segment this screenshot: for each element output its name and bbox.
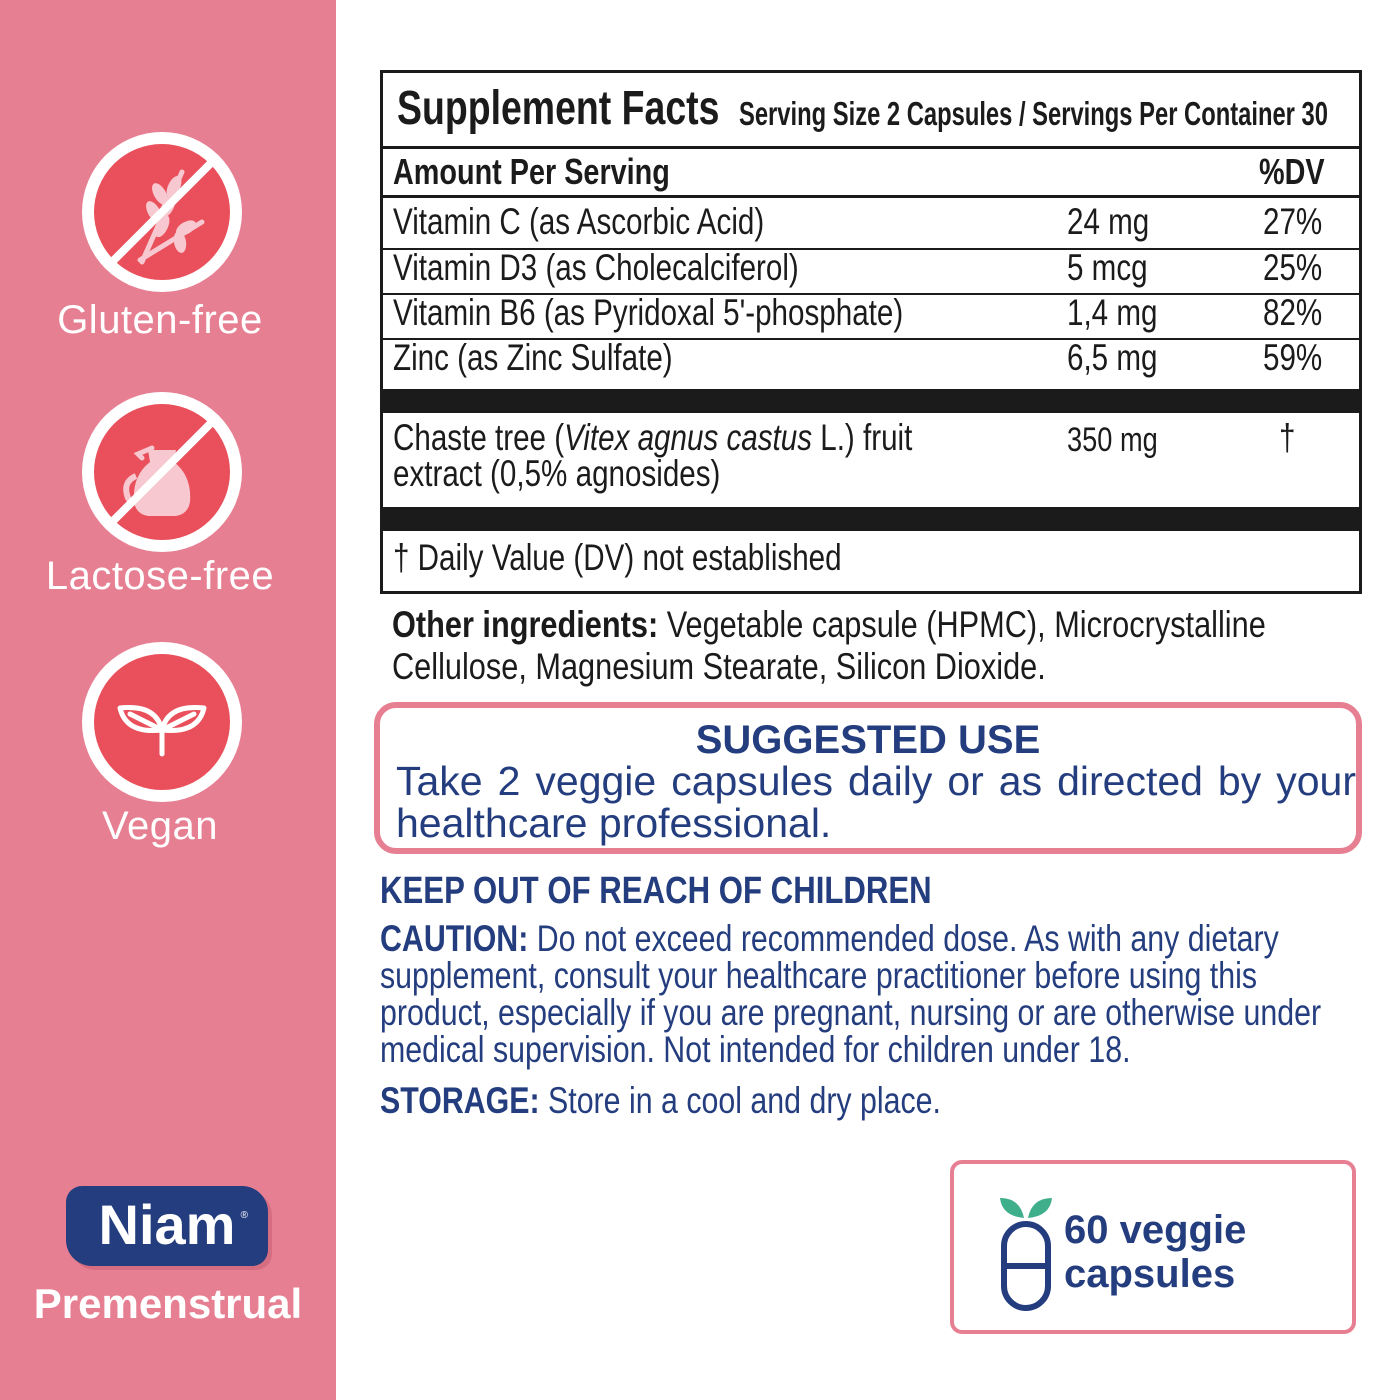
nutrient-amount: 24 mg [1067,201,1150,242]
extract-name-line2: extract (0,5% agnosides) [393,453,721,494]
brand-name: Niam [98,1193,236,1256]
leaf-sprout-icon [82,642,242,802]
registered-mark: ® [240,1210,248,1221]
brand-logo [66,1186,268,1266]
wheat-crossed-icon [82,132,242,292]
nutrient-dv: 59% [1263,337,1323,378]
milk-jug-crossed-icon [82,392,242,552]
nutrient-name: Vitamin B6 (as Pyridoxal 5'-phosphate) [393,292,904,333]
supplement-facts-table [380,70,1362,594]
caution-text: CAUTION: Do not exceed recommended dose. As with any dietary supplement, consult your healthcare practitioner before using this product, especially if you are pregnant, nursing or are otherwise under medical supervision. Not intended for children under 18. [380,918,1322,1070]
caution-label: CAUTION: [380,918,529,959]
nutrient-amount: 6,5 mg [1067,337,1158,378]
nutrient-dv: 27% [1263,201,1323,242]
lactose-free-label: Lactose-free [45,554,275,598]
other-ingredients-label: Other ingredients: [392,604,659,645]
serving-info: Serving Size 2 Capsules / Servings Per Container 30 [739,95,1328,132]
product-name: Premenstrual [33,1280,303,1327]
divider [383,146,1359,149]
facts-title: Supplement Facts [397,82,720,135]
thick-divider [383,389,1359,413]
nutrient-amount: 5 mcg [1067,247,1148,288]
vegan-label: Vegan [102,804,218,848]
thick-divider [383,507,1359,531]
nutrient-amount: 1,4 mg [1067,292,1158,333]
capsule-count-box [950,1160,1356,1334]
keep-out-warning: KEEP OUT OF REACH OF CHILDREN [380,870,932,912]
dv-footnote: † Daily Value (DV) not established [393,537,842,578]
divider [383,195,1359,198]
nutrient-name: Vitamin C (as Ascorbic Acid) [393,201,765,242]
other-ingredients [392,604,1272,688]
nutrient-dv: 25% [1263,247,1323,288]
header-amount-per-serving: Amount Per Serving [393,151,670,192]
nutrient-dv: 82% [1263,292,1323,333]
suggested-use-title: SUGGESTED USE [695,718,1041,762]
extract-name: Chaste tree (Vitex agnus castus L.) fruit [393,417,913,458]
extract-dv: † [1279,417,1296,458]
capsule-count-text: 60 veggie capsules [1064,1208,1247,1296]
suggested-use-text: Take 2 veggie capsules daily or as directed by your healthcare professional. [396,758,1356,846]
suggested-use-box [374,702,1362,854]
vegan-badge [82,642,242,802]
storage-text: STORAGE: Store in a cool and dry place. [380,1080,941,1121]
gluten-free-badge [82,132,242,292]
other-ingredients-text: Vegetable capsule (HPMC), Microcrystalline Cellulose, Magnesium Stearate, Silicon Dioxide. [392,604,1266,687]
nutrient-name: Vitamin D3 (as Cholecalciferol) [393,247,799,288]
sidebar [0,0,336,1400]
extract-amount: 350 mg [1067,421,1158,459]
storage-label: STORAGE: [380,1080,540,1121]
capsule-sprout-icon [994,1184,1058,1314]
header-dv: %DV [1259,151,1325,192]
nutrient-name: Zinc (as Zinc Sulfate) [393,337,673,378]
lactose-free-badge [82,392,242,552]
gluten-free-label: Gluten-free [57,298,263,342]
